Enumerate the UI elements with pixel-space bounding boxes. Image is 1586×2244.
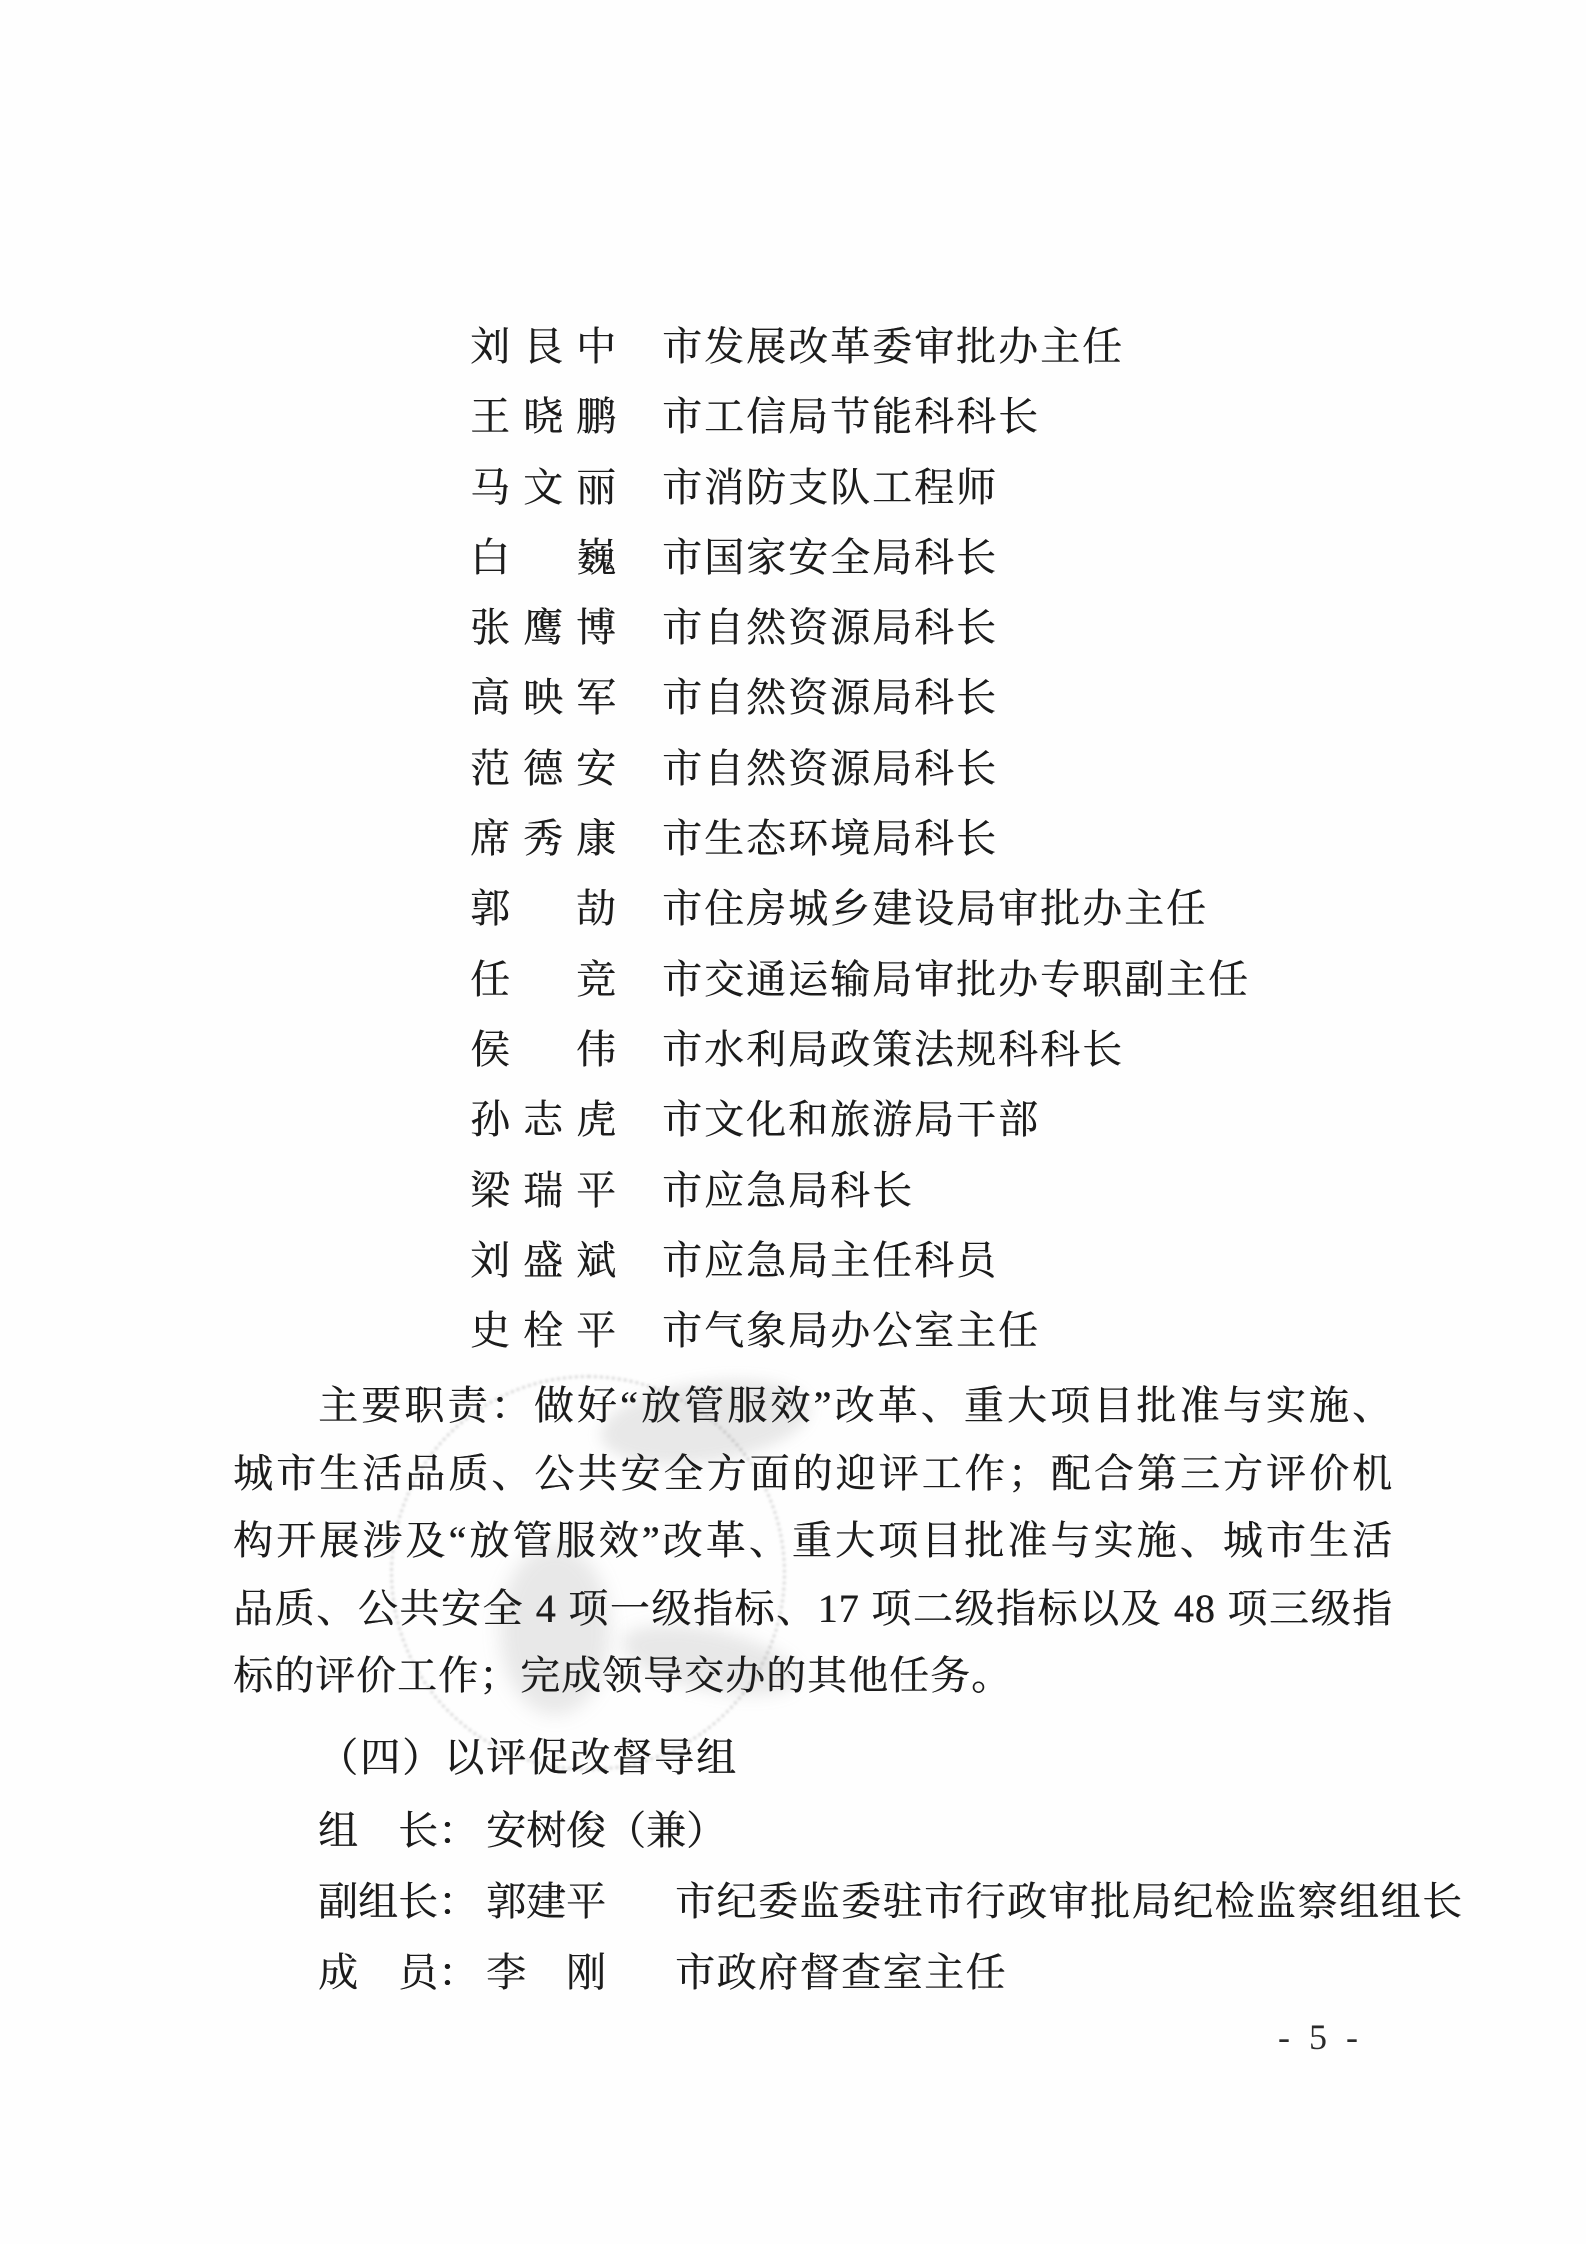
member-name: 张鹰博	[470, 605, 616, 651]
member-row	[470, 312, 1250, 382]
member-row	[470, 593, 1250, 663]
member-row	[470, 382, 1250, 452]
paragraph-line: 品质、公共安全 4 项一级指标、17 项二级指标以及 48 项三级指	[233, 1585, 1393, 1631]
role-line	[318, 1795, 1464, 1866]
member-name: 范德安	[470, 745, 616, 791]
member-row	[470, 945, 1250, 1015]
member-title: 市发展改革委审批办主任	[662, 324, 1124, 369]
member-name: 刘艮中	[470, 324, 616, 369]
member-title: 市自然资源局科长	[662, 675, 998, 721]
section-roles	[318, 1795, 1464, 2008]
member-title: 市国家安全局科长	[662, 534, 998, 580]
member-title: 市生态环境局科长	[662, 816, 998, 862]
member-title: 市应急局主任科员	[662, 1237, 998, 1283]
role-label: 成 员：	[318, 1950, 478, 1995]
member-title: 市交通运输局审批办专职副主任	[662, 956, 1250, 1002]
paragraph-line: 城市生活品质、公共安全方面的迎评工作；配合第三方评价机	[233, 1450, 1393, 1496]
paragraph-line: 主要职责：做好“放管服效”改革、重大项目批准与实施、	[318, 1383, 1393, 1428]
role-line	[318, 1937, 1464, 2008]
member-row	[470, 523, 1250, 593]
member-name: 史栓平	[470, 1308, 616, 1354]
member-title: 市住房城乡建设局审批办主任	[662, 886, 1208, 932]
member-name: 刘盛斌	[470, 1237, 616, 1283]
member-row	[470, 1296, 1250, 1366]
member-name: 王晓鹏	[470, 394, 616, 440]
section-heading: （四）以评促改督导组	[318, 1735, 738, 1780]
member-row	[470, 453, 1250, 523]
member-title: 市气象局办公室主任	[662, 1308, 1040, 1354]
responsibilities-paragraph	[233, 1372, 1393, 1710]
member-row	[470, 1226, 1250, 1296]
member-title: 市自然资源局科长	[662, 605, 998, 651]
page-number: - 5 -	[1278, 2017, 1363, 2057]
member-title: 市消防支队工程师	[662, 464, 998, 510]
paragraph-line: 构开展涉及“放管服效”改革、重大项目批准与实施、城市生活	[233, 1518, 1393, 1563]
role-label: 组 长：	[318, 1808, 478, 1853]
member-row	[470, 734, 1250, 804]
member-row	[470, 804, 1250, 874]
role-title: 市纪委监委驻市行政审批局纪检监察组组长	[675, 1879, 1464, 1924]
member-row	[470, 874, 1250, 944]
member-name: 侯伟	[470, 1026, 616, 1072]
member-name: 席秀康	[470, 816, 616, 862]
member-title: 市文化和旅游局干部	[662, 1097, 1040, 1143]
member-name: 高映军	[470, 675, 616, 721]
member-name: 梁瑞平	[470, 1167, 616, 1213]
role-name: 安树俊（兼）	[486, 1808, 726, 1853]
member-name: 孙志虎	[470, 1097, 616, 1143]
role-name: 李 刚	[486, 1950, 606, 1995]
member-row	[470, 1085, 1250, 1155]
member-name: 白巍	[470, 534, 616, 580]
member-row	[470, 663, 1250, 733]
member-name: 马文丽	[470, 464, 616, 510]
member-name: 郭劼	[470, 886, 616, 932]
member-row	[470, 1015, 1250, 1085]
paragraph-line: 标的评价工作；完成领导交办的其他任务。	[233, 1653, 1012, 1698]
member-title: 市自然资源局科长	[662, 745, 998, 791]
role-name: 郭建平	[486, 1879, 606, 1924]
member-title: 市应急局科长	[662, 1167, 914, 1213]
role-label: 副组长：	[318, 1879, 478, 1924]
role-line	[318, 1866, 1464, 1937]
member-row	[470, 1156, 1250, 1226]
member-name: 任竞	[470, 956, 616, 1002]
member-title: 市工信局节能科科长	[662, 394, 1040, 440]
role-title: 市政府督查室主任	[675, 1950, 1007, 1995]
members-list	[470, 312, 1250, 1366]
member-title: 市水利局政策法规科科长	[662, 1026, 1124, 1072]
